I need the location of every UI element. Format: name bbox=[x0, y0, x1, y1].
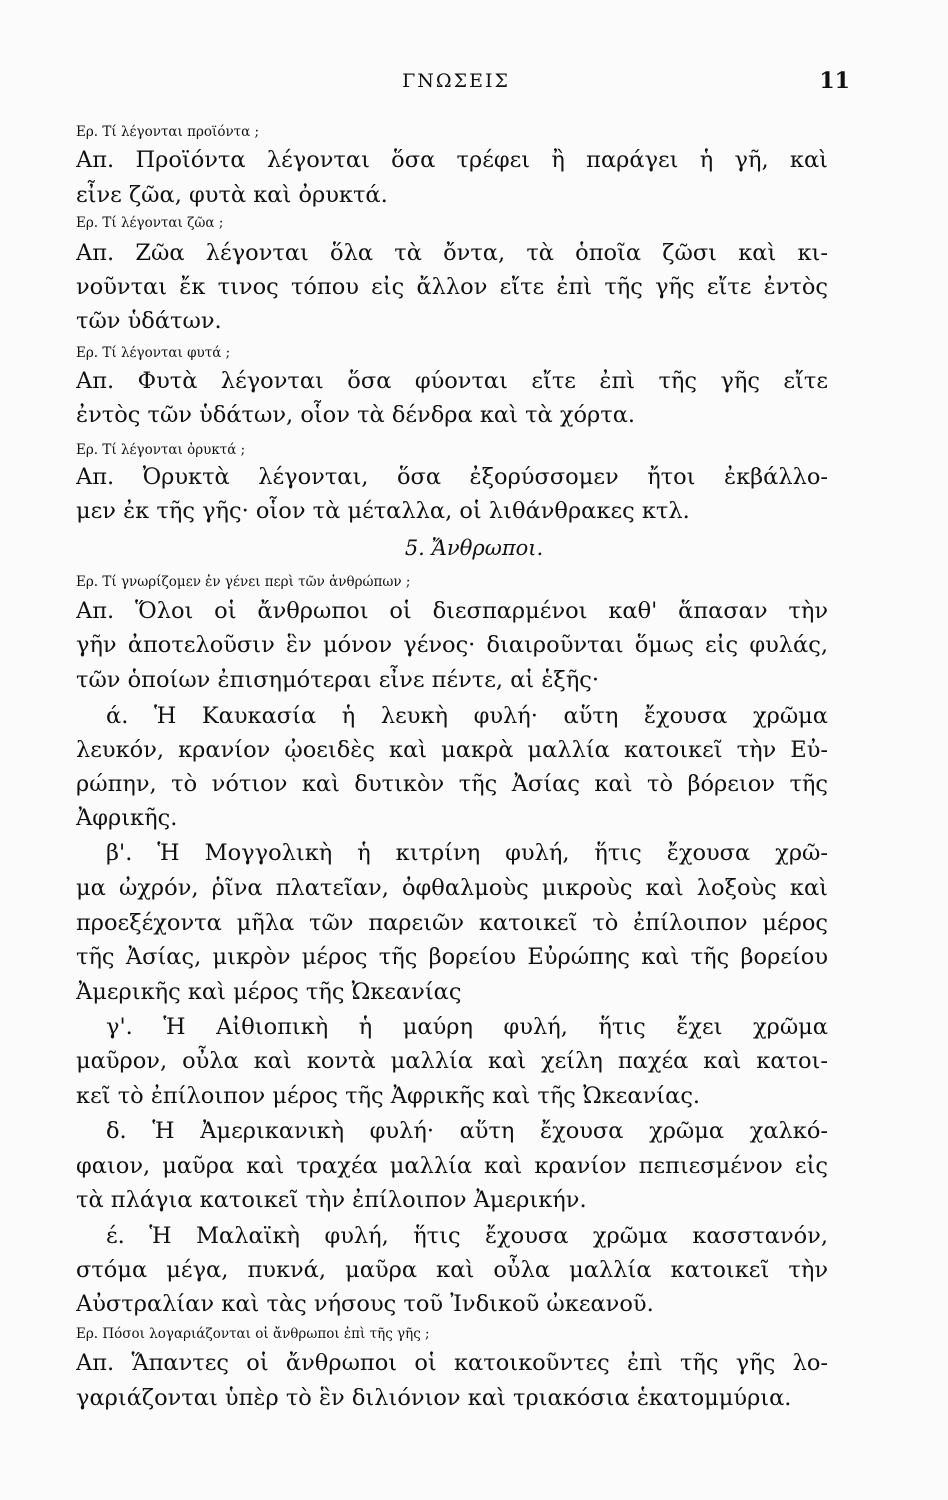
answer-line: μεν ἐκ τῆς γῆς· οἷον τὰ μέταλλα, οἱ λιθάνθρακες κτλ. bbox=[76, 498, 690, 524]
answer-line: Απ. Ὅλοι οἱ ἄνθρωποι οἱ διεσπαρμένοι καθ' ἅπασαν τὴν bbox=[76, 598, 828, 624]
answer-line: έ. Ἡ Μαλαϊκὴ φυλή, ἥτις ἔχουσα χρῶμα κασστανόν, bbox=[106, 1223, 828, 1249]
page-number: 11 bbox=[819, 68, 850, 94]
answer-line: εἶνε ζῶα, φυτὰ καὶ ὀρυκτά. bbox=[76, 182, 388, 208]
answer-line: τῶν ὁποίων ἐπισημότεραι εἶνε πέντε, αἱ ἑξῆς· bbox=[76, 667, 600, 693]
section-heading: 5. Ἄνθρωποι. bbox=[404, 536, 544, 560]
answer-line: γαριάζονται ὑπὲρ τὸ ἓν διλιόνιον καὶ τριακόσια ἑκατομμύρια. bbox=[76, 1385, 792, 1411]
answer-line: τῆς Ἀσίας, μικρὸν μέρος τῆς βορείου Εὐρώπης καὶ τῆς βορείου bbox=[76, 944, 828, 970]
question-line: Ερ. Τί γνωρίζομεν ἐν γένει περὶ τῶν ἀνθρώπων ; bbox=[76, 574, 411, 590]
answer-line: προεξέχοντα μῆλα τῶν παρειῶν κατοικεῖ τὸ ἐπίλοιπον μέρος bbox=[76, 910, 828, 936]
answer-line: γῆν ἀποτελοῦσιν ἓν μόνον γένος· διαιροῦνται ὅμως εἰς φυλάς, bbox=[76, 632, 828, 658]
answer-line: Απ. Ὀρυκτὰ λέγονται, ὅσα ἐξορύσσομεν ἤτοι ἐκβάλλο- bbox=[76, 464, 828, 490]
answer-line: Απ. Προϊόντα λέγονται ὅσα τρέφει ἢ παράγει ἡ γῆ, καὶ bbox=[76, 147, 828, 173]
answer-line: ρώπην, τὸ νότιον καὶ δυτικὸν τῆς Ἀσίας καὶ τὸ βόρειον τῆς bbox=[76, 771, 828, 797]
answer-line: Ἀμερικῆς καὶ μέρος τῆς Ὠκεανίας bbox=[76, 979, 462, 1005]
answer-line: λευκόν, κρανίον ᾠοειδὲς καὶ μακρὰ μαλλία κατοικεῖ τὴν Εὐ- bbox=[76, 737, 828, 763]
answer-line: τὰ πλάγια κατοικεῖ τὴν ἐπίλοιπον Ἀμερικήν. bbox=[76, 1187, 587, 1213]
answer-line: Απ. Φυτὰ λέγονται ὅσα φύονται εἴτε ἐπὶ τῆς γῆς εἴτε bbox=[76, 368, 828, 394]
question-line: Ερ. Τί λέγονται προϊόντα ; bbox=[76, 124, 260, 140]
answer-line: στόμα μέγα, πυκνά, μαῦρα καὶ οὖλα μαλλία κατοικεῖ τὴν bbox=[76, 1257, 828, 1283]
running-head bbox=[76, 68, 850, 100]
answer-line: τῶν ὑδάτων. bbox=[76, 308, 222, 334]
running-title: ΓΝΩΣΕΙΣ bbox=[402, 70, 510, 92]
answer-line: νοῦνται ἔκ τινος τόπου εἰς ἄλλον εἴτε ἐπὶ τῆς γῆς εἴτε ἐντὸς bbox=[76, 274, 828, 300]
answer-line: Ἀφρικῆς. bbox=[76, 805, 178, 831]
answer-line: γ'. Ἡ Αἰθιοπικὴ ἡ μαύρη φυλή, ἥτις ἔχει χρῶμα bbox=[106, 1014, 828, 1040]
answer-line: μα ὠχρόν, ῥῖνα πλατεῖαν, ὀφθαλμοὺς μικροὺς καὶ λοξοὺς καὶ bbox=[76, 875, 828, 901]
answer-line: ἐντὸς τῶν ὑδάτων, οἷον τὰ δένδρα καὶ τὰ χόρτα. bbox=[76, 402, 636, 428]
answer-line: δ. Ἡ Ἀμερικανικὴ φυλή· αὕτη ἔχουσα χρῶμα χαλκό- bbox=[106, 1118, 828, 1144]
question-line: Ερ. Τί λέγονται ζῶα ; bbox=[76, 215, 224, 231]
answer-line: Αὐστραλίαν καὶ τὰς νήσους τοῦ Ἰνδικοῦ ὠκεανοῦ. bbox=[76, 1291, 654, 1317]
question-line: Ερ. Πόσοι λογαριάζονται οἱ ἄνθρωποι ἐπὶ τῆς γῆς ; bbox=[76, 1326, 430, 1342]
answer-line: ά. Ἡ Καυκασία ἡ λευκὴ φυλή· αὕτη ἔχουσα χρῶμα bbox=[106, 703, 828, 729]
answer-line: Απ. Ζῶα λέγονται ὅλα τὰ ὄντα, τὰ ὁποῖα ζῶσι καὶ κι- bbox=[76, 240, 828, 266]
question-line: Ερ. Τί λέγονται φυτά ; bbox=[76, 345, 231, 361]
answer-line: κεῖ τὸ ἐπίλοιπον μέρος τῆς Ἀφρικῆς καὶ τῆς Ὠκεανίας. bbox=[76, 1083, 701, 1109]
answer-line: φαιον, μαῦρα καὶ τραχέα μαλλία καὶ κρανίον πεπιεσμένον εἰς bbox=[76, 1153, 828, 1179]
question-line: Ερ. Τί λέγονται ὀρυκτά ; bbox=[76, 442, 246, 458]
answer-line: μαῦρον, οὖλα καὶ κοντὰ μαλλία καὶ χείλη παχέα καὶ κατοι- bbox=[76, 1048, 828, 1074]
answer-line: Απ. Ἅπαντες οἱ ἄνθρωποι οἱ κατοικοῦντες ἐπὶ τῆς γῆς λο- bbox=[76, 1350, 828, 1376]
answer-line: β'. Ἡ Μογγολικὴ ἡ κιτρίνη φυλή, ἥτις ἔχουσα χρῶ- bbox=[106, 840, 828, 866]
